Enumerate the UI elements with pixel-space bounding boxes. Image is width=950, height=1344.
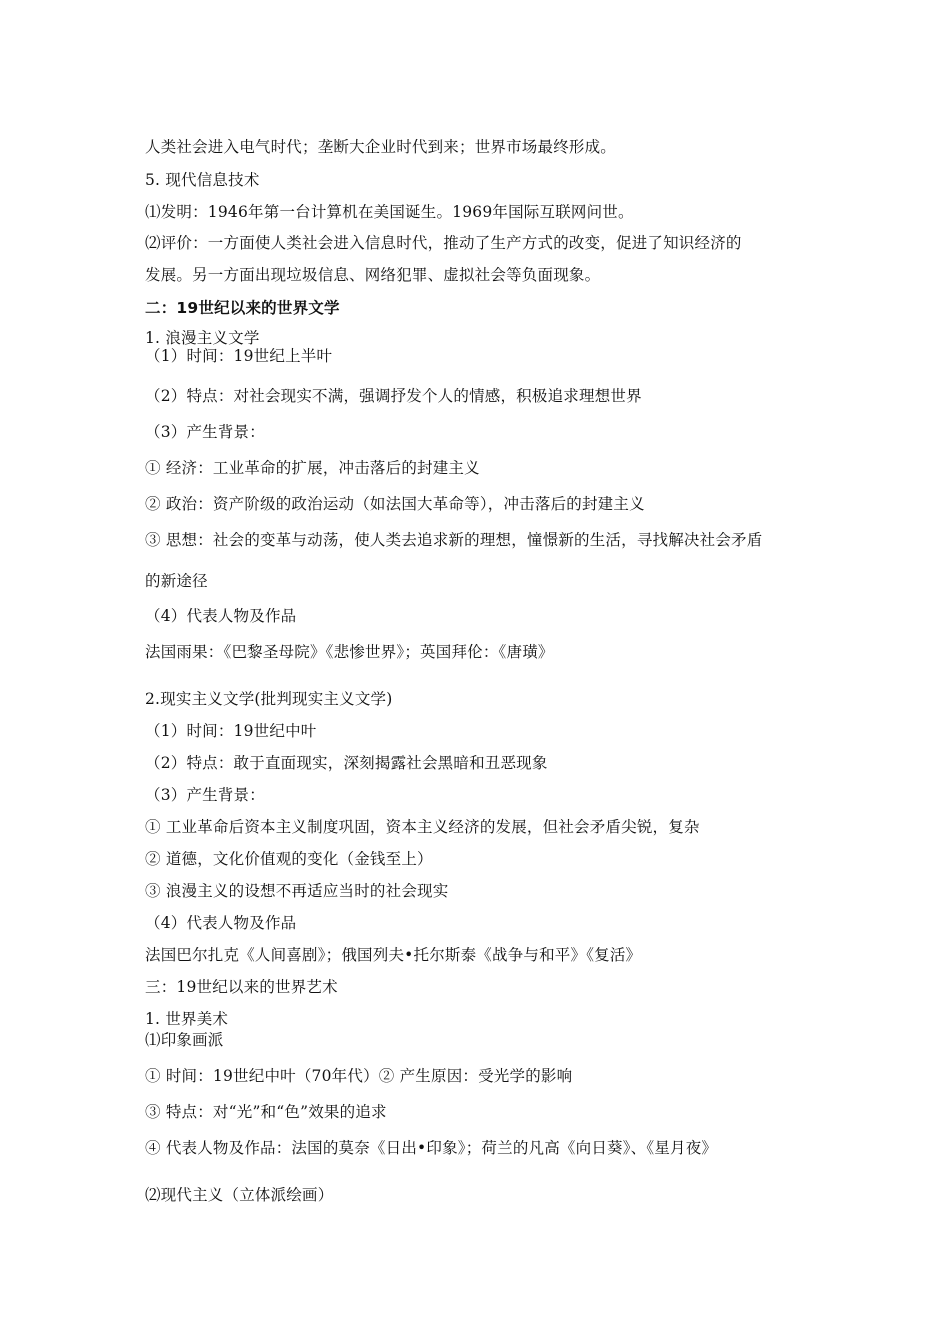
section-heading: 1. 世界美术	[145, 1010, 229, 1028]
text-line: ⑴发明：1946年第一台计算机在美国诞生。1969年国际互联网问世。	[145, 203, 634, 221]
text-line: （3）产生背景：	[145, 786, 265, 804]
text-line: 法国巴尔扎克《人间喜剧》；俄国列夫•托尔斯泰《战争与和平》《复活》	[145, 946, 642, 964]
text-line: （3）产生背景：	[145, 423, 265, 441]
text-line: （1）时间：19世纪上半叶	[145, 347, 333, 365]
section-heading: 2.现实主义文学(批判现实主义文学)	[145, 690, 393, 708]
text-line: ② 政治：资产阶级的政治运动（如法国大革命等），冲击落后的封建主义	[145, 495, 645, 513]
text-line: 人类社会进入电气时代；垄断大企业时代到来；世界市场最终形成。	[145, 138, 617, 156]
chapter-heading: 三：19世纪以来的世界艺术	[145, 978, 338, 996]
text-line: ① 经济：工业革命的扩展，冲击落后的封建主义	[145, 459, 480, 477]
section-heading: 5. 现代信息技术	[145, 171, 260, 189]
text-line: 的新途径	[145, 572, 208, 590]
text-line: （4）代表人物及作品	[145, 914, 297, 932]
text-line: ③ 浪漫主义的设想不再适应当时的社会现实	[145, 882, 449, 900]
text-line: （1）时间：19世纪中叶	[145, 722, 317, 740]
text-line: ⑵现代主义（立体派绘画）	[145, 1186, 334, 1204]
text-line: 发展。另一方面出现垃圾信息、网络犯罪、虚拟社会等负面现象。	[145, 266, 601, 284]
text-line: ③ 特点：对“光”和“色”效果的追求	[145, 1103, 387, 1121]
text-line: ④ 代表人物及作品：法国的莫奈《日出•印象》；荷兰的凡高《向日葵》、《星月夜》	[145, 1139, 718, 1157]
text-line: （2）特点：敢于直面现实，深刻揭露社会黑暗和丑恶现象	[145, 754, 548, 772]
section-heading: 1. 浪漫主义文学	[145, 329, 260, 347]
text-line: （2）特点：对社会现实不满，强调抒发个人的情感，积极追求理想世界	[145, 387, 642, 405]
chapter-heading: 二：19世纪以来的世界文学	[145, 299, 340, 317]
text-line: ⑵评价：一方面使人类社会进入信息时代，推动了生产方式的改变，促进了知识经济的	[145, 234, 742, 252]
text-line: ② 道德，文化价值观的变化（金钱至上）	[145, 850, 433, 868]
text-line: ① 时间：19世纪中叶（70年代）② 产生原因：受光学的影响	[145, 1067, 573, 1085]
text-line: 法国雨果：《巴黎圣母院》《悲惨世界》；英国拜伦：《唐璜》	[145, 643, 554, 661]
text-line: ③ 思想：社会的变革与动荡，使人类去追求新的理想，憧憬新的生活，寻找解决社会矛盾	[145, 531, 763, 549]
text-line: （4）代表人物及作品	[145, 607, 297, 625]
text-line: ① 工业革命后资本主义制度巩固，资本主义经济的发展，但社会矛盾尖锐，复杂	[145, 818, 700, 836]
text-line: ⑴印象画派	[145, 1031, 224, 1049]
